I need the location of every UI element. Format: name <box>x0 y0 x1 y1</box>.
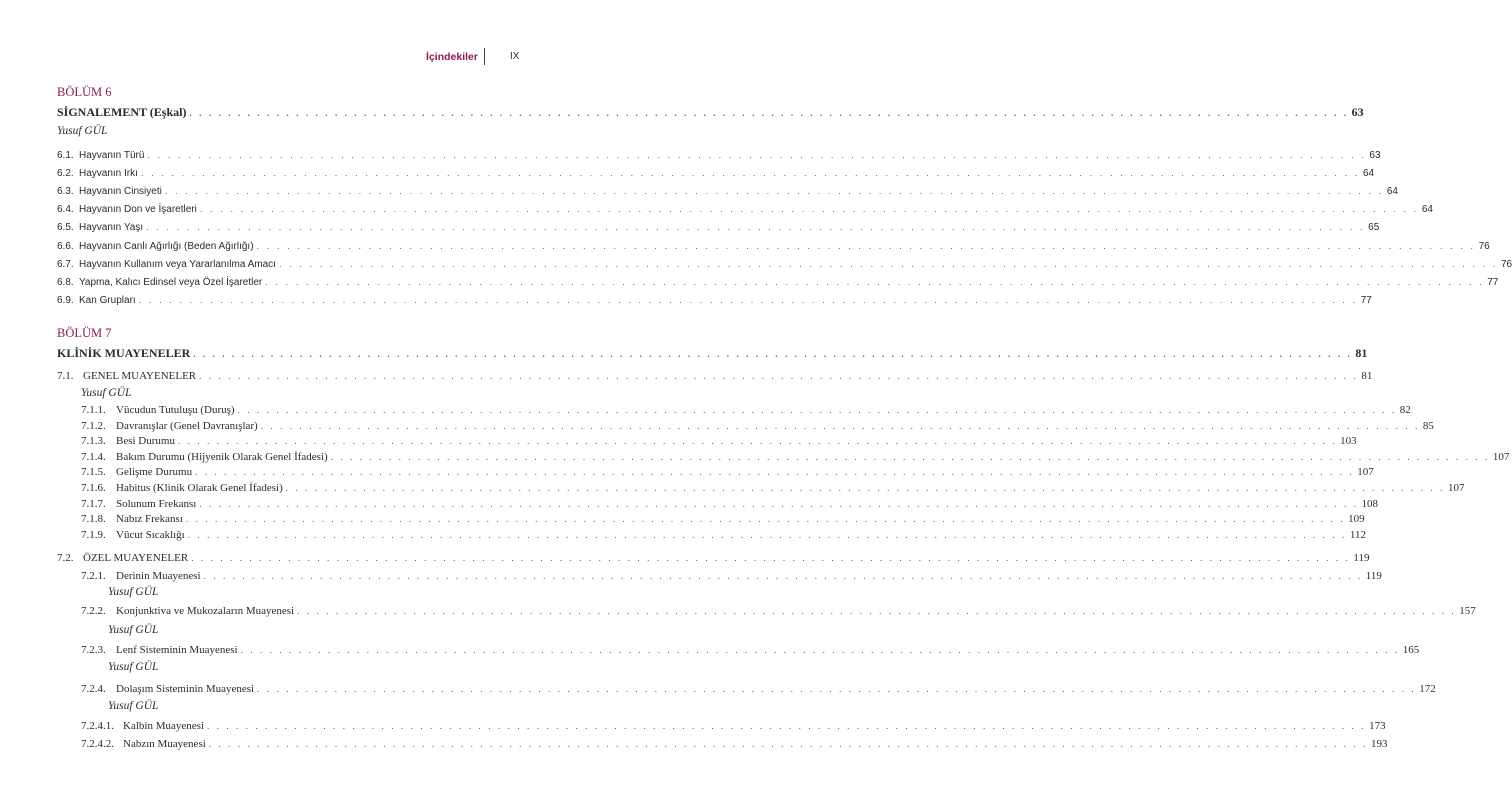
toc-entry[interactable] <box>57 148 1381 163</box>
entry-title: Dolaşım Sisteminin Muayenesi <box>116 683 255 695</box>
dot-leader: . . . . . . . . . . . . . . . . . . . . . . . . . . . . . . . . . . . . . . . . . . . . . . . . . . . . . . . . . . . . . . . . . . . . . . . . . . . . . . . . . . . . . . . . . . . . . . . . . . . . . . . . . . . . . . . . . . . . . . . . <box>278 258 1498 269</box>
toc-entry[interactable] <box>81 450 1510 464</box>
entry-number: 6.4. <box>57 204 74 216</box>
dot-leader: . . . . . . . . . . . . . . . . . . . . . . . . . . . . . . . . . . . . . . . . . . . . . . . . . . . . . . . . . . . . . . . . . . . . . . . . . . . . . . . . . . . . . . . . . . . . . . . . . . . . . . . . . . . . . . . . . . . . . . . . <box>146 222 1366 233</box>
chapter-6-label: BÖLÜM 6 <box>57 85 112 99</box>
entry-title: Habitus (Klinik Olarak Genel İfadesi) <box>116 482 283 494</box>
page-number: 64 <box>1362 168 1375 180</box>
toc-entry[interactable] <box>81 569 1382 583</box>
dot-leader: . . . . . . . . . . . . . . . . . . . . . . . . . . . . . . . . . . . . . . . . . . . . . . . . . . . . . . . . . . . . . . . . . . . . . . . . . . . . . . . . . . . . . . . . . . . . . . . . . . . . . . . . . . . . . . . . . . . . . . . . <box>257 684 1417 694</box>
entry-title: Davranışlar (Genel Davranışlar) <box>116 419 258 432</box>
entry-title: Hayvanın Irkı <box>79 168 138 180</box>
entry-author: Yusuf GÜL <box>108 661 159 673</box>
page-number: 81 <box>1355 346 1368 360</box>
page-number: 65 <box>1368 222 1380 234</box>
section-7-2-row[interactable] <box>57 551 1370 565</box>
dot-leader: . . . . . . . . . . . . . . . . . . . . . . . . . . . . . . . . . . . . . . . . . . . . . . . . . . . . . . . . . . . . . . . . . . . . . . . . . . . . . . . . . . . . . . . . . . . . . . . . . . . . . . . . . . . . . . . . . . . . . . . . <box>193 349 1353 359</box>
page-number: 119 <box>1353 552 1370 564</box>
toc-entry[interactable] <box>57 220 1380 235</box>
dot-leader: . . . . . . . . . . . . . . . . . . . . . . . . . . . . . . . . . . . . . . . . . . . . . . . . . . . . . . . . . . . . . . . . . . . . . . . . . . . . . . . . . . . . . . . . . . . . . . . . . . . . . . . . . . . . . . . . . . . . . . . . <box>199 371 1359 381</box>
entry-number: 6.2. <box>57 168 74 180</box>
entry-number: 6.3. <box>57 186 74 198</box>
entry-title: Vücudun Tutuluşu (Duruş) <box>116 404 235 416</box>
entry-title: Lenf Sisteminin Muayenesi <box>116 644 238 656</box>
entry-author: Yusuf GÜL <box>108 624 159 636</box>
entry-title: Konjunktiva ve Mukozaların Muayenesi <box>116 605 295 617</box>
dot-leader: . . . . . . . . . . . . . . . . . . . . . . . . . . . . . . . . . . . . . . . . . . . . . . . . . . . . . . . . . . . . . . . . . . . . . . . . . . . . . . . . . . . . . . . . . . . . . . . . . . . . . . . . . . . . . . . . . . . . . . . . <box>185 514 1346 525</box>
dot-leader: . . . . . . . . . . . . . . . . . . . . . . . . . . . . . . . . . . . . . . . . . . . . . . . . . . . . . . . . . . . . . . . . . . . . . . . . . . . . . . . . . . . . . . . . . . . . . . . . . . . . . . . . . . . . . . . . . . . . . . . . <box>177 436 1338 447</box>
dot-leader: . . . . . . . . . . . . . . . . . . . . . . . . . . . . . . . . . . . . . . . . . . . . . . . . . . . . . . . . . . . . . . . . . . . . . . . . . . . . . . . . . . . . . . . . . . . . . . . . . . . . . . . . . . . . . . . . . . . . . . . . <box>187 529 1347 540</box>
chapter-title: SİGNALEMENT (Eşkal) <box>57 105 187 119</box>
toc-entry[interactable] <box>57 166 1375 181</box>
page-number: 119 <box>1365 570 1382 582</box>
toc-entry[interactable] <box>81 497 1379 511</box>
dot-leader: . . . . . . . . . . . . . . . . . . . . . . . . . . . . . . . . . . . . . . . . . . . . . . . . . . . . . . . . . . . . . . . . . . . . . . . . . . . . . . . . . . . . . . . . . . . . . . . . . . . . . . . . . . . . . . . . . . . . . . . . <box>240 645 1400 655</box>
toc-entry[interactable] <box>81 643 1420 657</box>
dot-leader: . . . . . . . . . . . . . . . . . . . . . . . . . . . . . . . . . . . . . . . . . . . . . . . . . . . . . . . . . . . . . . . . . . . . . . . . . . . . . . . . . . . . . . . . . . . . . . . . . . . . . . . . . . . . . . . . . . . . . . . . <box>237 405 1397 415</box>
dot-leader: . . . . . . . . . . . . . . . . . . . . . . . . . . . . . . . . . . . . . . . . . . . . . . . . . . . . . . . . . . . . . . . . . . . . . . . . . . . . . . . . . . . . . . . . . . . . . . . . . . . . . . . . . . . . . . . . . . . . . . . . <box>191 553 1351 563</box>
entry-number: 7.1.9. <box>81 528 106 541</box>
page-number: 107 <box>1492 450 1510 463</box>
entry-title: Hayvanın Türü <box>79 150 145 161</box>
entry-number: 7.1.6. <box>81 482 106 494</box>
toc-entry[interactable] <box>81 434 1357 448</box>
entry-author: Yusuf GÜL <box>108 700 159 712</box>
page-number: 77 <box>1360 294 1372 306</box>
entry-number: 7.1.5. <box>81 466 106 479</box>
page-header <box>0 50 574 68</box>
entry-number: 7.2.4.2. <box>81 738 114 750</box>
dot-leader: . . . . . . . . . . . . . . . . . . . . . . . . . . . . . . . . . . . . . . . . . . . . . . . . . . . . . . . . . . . . . . . . . . . . . . . . . . . . . . . . . . . . . . . . . . . . . . . . . . . . . . . . . . . . . . . . . . . . . . . . <box>297 606 1457 616</box>
entry-title: Besi Durumu <box>116 435 175 448</box>
entry-number: 6.5. <box>57 222 74 234</box>
page-number: 107 <box>1357 466 1374 479</box>
entry-number: 7.1.2. <box>81 419 106 432</box>
toc-entry[interactable] <box>57 257 1512 272</box>
page-number: 81 <box>1361 370 1373 382</box>
page-number: 108 <box>1361 497 1379 510</box>
toc-entry[interactable] <box>81 528 1366 542</box>
entry-number: 7.1.1. <box>81 404 106 416</box>
page-number: 63 <box>1351 105 1364 119</box>
entry-title: Nabzın Muayenesi <box>123 738 206 750</box>
entry-title: Derinin Muayenesi <box>116 570 201 582</box>
page-number: 85 <box>1422 419 1434 432</box>
entry-title: Hayvanın Cinsiyeti <box>79 186 162 198</box>
dot-leader: . . . . . . . . . . . . . . . . . . . . . . . . . . . . . . . . . . . . . . . . . . . . . . . . . . . . . . . . . . . . . . . . . . . . . . . . . . . . . . . . . . . . . . . . . . . . . . . . . . . . . . . . . . . . . . . . . . . . . . . . <box>195 467 1355 478</box>
toc-entry[interactable] <box>81 403 1411 417</box>
entry-number: 7.2.2. <box>81 605 106 617</box>
toc-entry[interactable] <box>57 202 1433 217</box>
dot-leader: . . . . . . . . . . . . . . . . . . . . . . . . . . . . . . . . . . . . . . . . . . . . . . . . . . . . . . . . . . . . . . . . . . . . . . . . . . . . . . . . . . . . . . . . . . . . . . . . . . . . . . . . . . . . . . . . . . . . . . . . <box>260 420 1420 431</box>
dot-leader: . . . . . . . . . . . . . . . . . . . . . . . . . . . . . . . . . . . . . . . . . . . . . . . . . . . . . . . . . . . . . . . . . . . . . . . . . . . . . . . . . . . . . . . . . . . . . . . . . . . . . . . . . . . . . . . . . . . . . . . . <box>285 483 1445 493</box>
section-title: ÖZEL MUAYENELER <box>83 552 189 564</box>
page-number: 157 <box>1459 605 1476 617</box>
chapter-7-title-row[interactable] <box>57 346 1368 361</box>
page-number: 77 <box>1487 276 1499 288</box>
entry-title: Kalbin Muayenesi <box>123 720 204 732</box>
chapter-6-title-row[interactable] <box>57 105 1364 120</box>
toc-entry[interactable] <box>81 419 1434 433</box>
entry-title: Kan Grupları <box>79 294 136 306</box>
entry-title: Nabız Frekansı <box>116 513 183 526</box>
chapter-6-author: Yusuf GÜL <box>57 125 108 137</box>
entry-number: 6.1. <box>57 150 74 161</box>
page-number: 63 <box>1369 150 1381 161</box>
entry-number: 6.9. <box>57 294 74 306</box>
entry-number: 7.2.4.1. <box>81 720 114 732</box>
dot-leader: . . . . . . . . . . . . . . . . . . . . . . . . . . . . . . . . . . . . . . . . . . . . . . . . . . . . . . . . . . . . . . . . . . . . . . . . . . . . . . . . . . . . . . . . . . . . . . . . . . . . . . . . . . . . . . . . . . . . . . . . <box>208 739 1368 749</box>
entry-title: Hayvanın Canlı Ağırlığı (Beden Ağırlığı) <box>79 240 254 252</box>
section-number: 7.2. <box>57 552 74 564</box>
page-number: 64 <box>1421 204 1433 216</box>
page-number: 107 <box>1447 482 1465 494</box>
entry-number: 7.1.4. <box>81 450 106 463</box>
entry-title: Vücut Sıcaklığı <box>116 528 185 541</box>
dot-leader: . . . . . . . . . . . . . . . . . . . . . . . . . . . . . . . . . . . . . . . . . . . . . . . . . . . . . . . . . . . . . . . . . . . . . . . . . . . . . . . . . . . . . . . . . . . . . . . . . . . . . . . . . . . . . . . . . . . . . . . . <box>189 108 1349 118</box>
entry-title: Solunum Frekansı <box>116 497 197 510</box>
page-number: 76 <box>1478 240 1490 252</box>
entry-title: Hayvanın Yaşı <box>79 222 144 234</box>
entry-author: Yusuf GÜL <box>108 586 159 598</box>
dot-leader: . . . . . . . . . . . . . . . . . . . . . . . . . . . . . . . . . . . . . . . . . . . . . . . . . . . . . . . . . . . . . . . . . . . . . . . . . . . . . . . . . . . . . . . . . . . . . . . . . . . . . . . . . . . . . . . . . . . . . . . . <box>199 498 1359 509</box>
dot-leader: . . . . . . . . . . . . . . . . . . . . . . . . . . . . . . . . . . . . . . . . . . . . . . . . . . . . . . . . . . . . . . . . . . . . . . . . . . . . . . . . . . . . . . . . . . . . . . . . . . . . . . . . . . . . . . . . . . . . . . . . <box>164 186 1384 197</box>
dot-leader: . . . . . . . . . . . . . . . . . . . . . . . . . . . . . . . . . . . . . . . . . . . . . . . . . . . . . . . . . . . . . . . . . . . . . . . . . . . . . . . . . . . . . . . . . . . . . . . . . . . . . . . . . . . . . . . . . . . . . . . . <box>147 150 1367 160</box>
dot-leader: . . . . . . . . . . . . . . . . . . . . . . . . . . . . . . . . . . . . . . . . . . . . . . . . . . . . . . . . . . . . . . . . . . . . . . . . . . . . . . . . . . . . . . . . . . . . . . . . . . . . . . . . . . . . . . . . . . . . . . . . <box>256 240 1476 251</box>
dot-leader: . . . . . . . . . . . . . . . . . . . . . . . . . . . . . . . . . . . . . . . . . . . . . . . . . . . . . . . . . . . . . . . . . . . . . . . . . . . . . . . . . . . . . . . . . . . . . . . . . . . . . . . . . . . . . . . . . . . . . . . . <box>203 571 1363 581</box>
entry-title: Yapma, Kalıcı Edinsel veya Özel İşaretler <box>79 276 263 288</box>
page-number: 109 <box>1348 513 1365 526</box>
entry-number: 6.8. <box>57 276 74 288</box>
entry-number: 7.1.7. <box>81 497 106 510</box>
toc-entry[interactable] <box>81 604 1476 618</box>
dot-leader: . . . . . . . . . . . . . . . . . . . . . . . . . . . . . . . . . . . . . . . . . . . . . . . . . . . . . . . . . . . . . . . . . . . . . . . . . . . . . . . . . . . . . . . . . . . . . . . . . . . . . . . . . . . . . . . . . . . . . . . . <box>206 721 1367 731</box>
dot-leader: . . . . . . . . . . . . . . . . . . . . . . . . . . . . . . . . . . . . . . . . . . . . . . . . . . . . . . . . . . . . . . . . . . . . . . . . . . . . . . . . . . . . . . . . . . . . . . . . . . . . . . . . . . . . . . . . . . . . . . . . <box>265 276 1485 287</box>
page-number: 103 <box>1340 435 1357 448</box>
entry-number: 7.2.3. <box>81 644 106 656</box>
toc-entry[interactable] <box>81 737 1388 751</box>
page-number: 64 <box>1386 186 1398 198</box>
running-title: İçindekiler <box>426 51 478 63</box>
section-number: 7.1. <box>57 370 74 382</box>
entry-number: 6.6. <box>57 240 74 252</box>
toc-entry[interactable] <box>81 465 1374 479</box>
page-number: 173 <box>1369 720 1386 732</box>
chapter-title: KLİNİK MUAYENELER <box>57 346 191 360</box>
header-divider <box>484 48 485 65</box>
roman-page-number: IX <box>510 51 520 62</box>
page-number: 172 <box>1419 683 1436 695</box>
section-title: GENEL MUAYENELER <box>83 370 197 382</box>
section-7-1-row[interactable] <box>57 369 1373 383</box>
entry-title: Hayvanın Don ve İşaretleri <box>79 204 197 216</box>
page-number: 165 <box>1402 644 1420 656</box>
entry-title: Bakım Durumu (Hijyenik Olarak Genel İfadesi) <box>116 450 328 463</box>
entry-number: 7.1.3. <box>81 435 106 448</box>
toc-entry[interactable] <box>57 275 1499 290</box>
entry-number: 7.2.1. <box>81 570 106 582</box>
page-number: 76 <box>1500 258 1512 270</box>
toc-entry[interactable] <box>81 481 1465 495</box>
dot-leader: . . . . . . . . . . . . . . . . . . . . . . . . . . . . . . . . . . . . . . . . . . . . . . . . . . . . . . . . . . . . . . . . . . . . . . . . . . . . . . . . . . . . . . . . . . . . . . . . . . . . . . . . . . . . . . . . . . . . . . . . <box>138 294 1358 305</box>
toc-entry[interactable] <box>57 293 1372 308</box>
toc-entry[interactable] <box>57 239 1490 254</box>
entry-title: Gelişme Durumu <box>116 466 193 479</box>
dot-leader: . . . . . . . . . . . . . . . . . . . . . . . . . . . . . . . . . . . . . . . . . . . . . . . . . . . . . . . . . . . . . . . . . . . . . . . . . . . . . . . . . . . . . . . . . . . . . . . . . . . . . . . . . . . . . . . . . . . . . . . . <box>140 168 1360 179</box>
entry-number: 6.7. <box>57 258 74 270</box>
dot-leader: . . . . . . . . . . . . . . . . . . . . . . . . . . . . . . . . . . . . . . . . . . . . . . . . . . . . . . . . . . . . . . . . . . . . . . . . . . . . . . . . . . . . . . . . . . . . . . . . . . . . . . . . . . . . . . . . . . . . . . . . <box>330 451 1490 462</box>
page-number: 112 <box>1349 528 1366 541</box>
chapter-7-label: BÖLÜM 7 <box>57 326 112 340</box>
toc-entry[interactable] <box>81 682 1436 696</box>
entry-number: 7.2.4. <box>81 683 106 695</box>
page-number: 82 <box>1399 404 1411 416</box>
page-number: 193 <box>1370 738 1388 750</box>
toc-entry[interactable] <box>57 184 1398 199</box>
toc-entry[interactable] <box>81 719 1386 733</box>
entry-title: Hayvanın Kullanım veya Yararlanılma Amacı <box>79 258 276 270</box>
toc-entry[interactable] <box>81 512 1365 526</box>
section-7-1-author: Yusuf GÜL <box>81 387 132 399</box>
entry-number: 7.1.8. <box>81 513 106 526</box>
dot-leader: . . . . . . . . . . . . . . . . . . . . . . . . . . . . . . . . . . . . . . . . . . . . . . . . . . . . . . . . . . . . . . . . . . . . . . . . . . . . . . . . . . . . . . . . . . . . . . . . . . . . . . . . . . . . . . . . . . . . . . . . <box>199 204 1419 215</box>
